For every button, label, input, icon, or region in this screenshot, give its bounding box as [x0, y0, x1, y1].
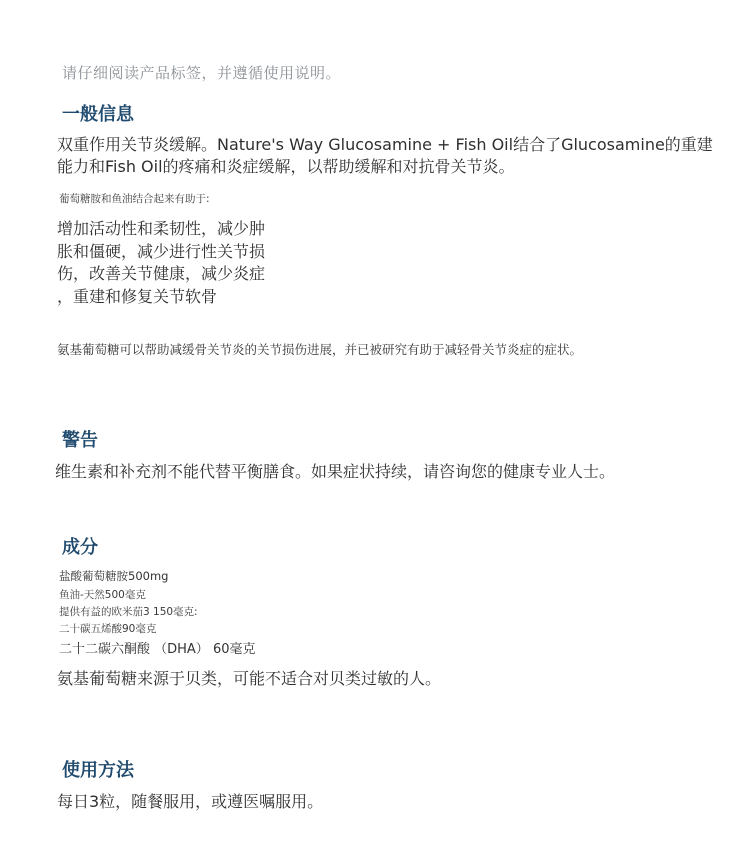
benefits-paragraph [57, 218, 282, 308]
usage-text: 每日3粒，随餐服用，或遵医嘱服用。 [57, 792, 324, 811]
benefits-line: 增加活动性和柔韧性，减少肿 [57, 219, 266, 238]
warning-text: 维生素和补充剂不能代替平衡膳食。如果症状持续，请咨询您的健康专业人士。 [55, 462, 616, 481]
shellfish-allergy-note: 氨基葡萄糖来源于贝类，可能不适合对贝类过敏的人。 [57, 669, 442, 688]
ingredients-heading: 成分 [62, 537, 98, 558]
usage-heading: 使用方法 [62, 760, 134, 781]
benefits-line: 伤，改善关节健康，减少炎症 [57, 264, 266, 283]
benefits-line: ，重建和修复关节软骨 [57, 286, 218, 306]
benefits-line: 胀和僵硬，减少进行性关节损 [57, 241, 266, 261]
ingredient-item: 盐酸葡萄糖胺500mg [59, 569, 169, 583]
combination-benefits-label: 葡萄糖胺和鱼油结合起来有助于: [59, 193, 210, 205]
ingredient-item: 二十碳五烯酸90毫克 [59, 623, 157, 635]
research-note: 氨基葡萄糖可以帮助减缓骨关节炎的关节损伤进展，并已被研究有助于减轻骨关节炎症的症状。 [57, 342, 583, 357]
general-intro-line-2: 能力和Fish Oil的疼痛和炎症缓解，以帮助缓解和对抗骨关节炎。 [57, 157, 515, 176]
ingredient-item: 鱼油-天然500毫克 [59, 589, 146, 601]
ingredient-dha: 二十二碳六酮酸 （DHA） 60毫克 [59, 642, 256, 657]
warning-heading: 警告 [62, 430, 98, 451]
ingredient-item: 提供有益的欧米茄3 150毫克: [59, 606, 198, 618]
general-intro-line-1: 双重作用关节炎缓解。Nature's Way Glucosamine + Fish Oil结合了Glucosamine的重建 [57, 135, 713, 154]
general-info-heading: 一般信息 [62, 104, 134, 125]
label-notice: 请仔细阅读产品标签，并遵循使用说明。 [62, 64, 342, 82]
